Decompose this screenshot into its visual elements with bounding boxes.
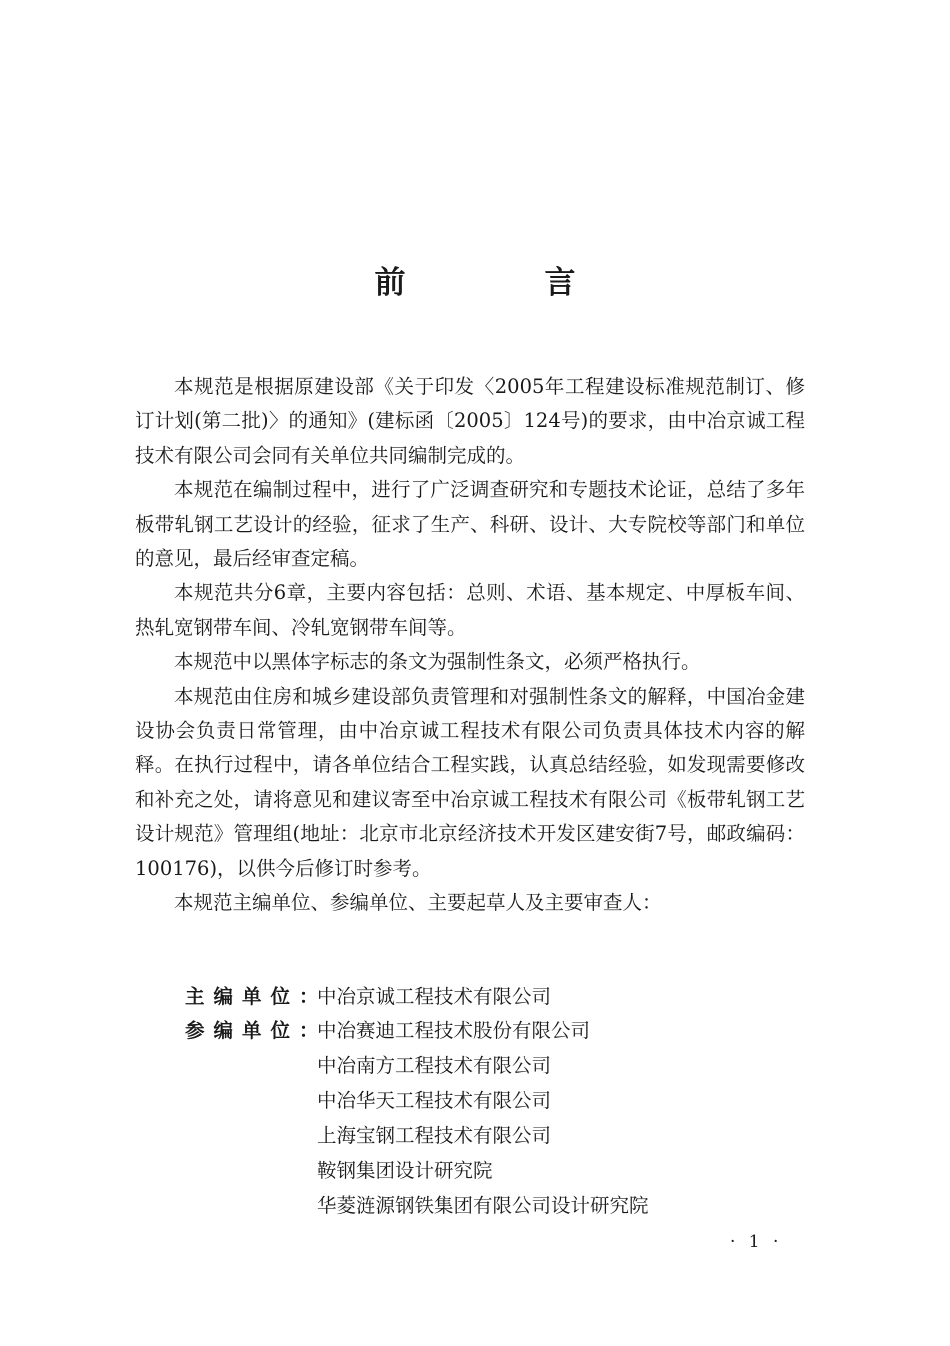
participating-unit-name: 中冶南方工程技术有限公司 [317, 1054, 552, 1077]
participating-unit-label: 参编单位： [185, 1019, 328, 1042]
paragraph-basis: 本规范是根据原建设部《关于印发〈2005年工程建设标准规范制订、修订计划(第二批)〉的通知》(建标函〔2005〕124号)的要求，由中冶京诚工程技术有限公司会同有关单位共同编制完成的。 [135, 375, 805, 467]
chief-unit-row [185, 980, 551, 1014]
participating-unit-name: 华菱涟源钢铁集团有限公司设计研究院 [317, 1194, 649, 1217]
participating-unit-name: 上海宝钢工程技术有限公司 [317, 1124, 552, 1147]
participating-unit-name: 中冶华天工程技术有限公司 [317, 1089, 552, 1112]
preface-body [135, 370, 805, 921]
paragraph-mandatory: 本规范中以黑体字标志的条文为强制性条文，必须严格执行。 [174, 650, 701, 674]
participating-unit-name: 中冶赛迪工程技术股份有限公司 [317, 1019, 591, 1042]
chief-unit-label: 主编单位： [185, 985, 328, 1008]
chief-unit-name: 中冶京诚工程技术有限公司 [317, 985, 552, 1008]
participating-unit-row [185, 1014, 590, 1048]
participating-unit-name: 鞍钢集团设计研究院 [317, 1159, 493, 1182]
page-title: 前 言 [374, 265, 630, 301]
paragraph-contents: 本规范共分6章，主要内容包括：总则、术语、基本规定、中厚板车间、热轧宽钢带车间、冷轧宽钢带车间等。 [135, 581, 805, 639]
paragraph-management: 本规范由住房和城乡建设部负责管理和对强制性条文的解释，中国冶金建设协会负责日常管理，由中冶京诚工程技术有限公司负责具体技术内容的解释。在执行过程中，请各单位结合工程实践，认真总结经验，如发现需要修改和补充之处，请将意见和建议寄至中冶京诚工程技术有限公司《板带轧钢工艺设计规范》管理组(地址：北京市北京经济技术开发区建安街7号，邮政编码：100176)，以供今后修订时参考。 [135, 684, 805, 880]
paragraph-units-intro: 本规范主编单位、参编单位、主要起草人及主要审查人： [174, 891, 662, 915]
page-number: · 1 · [730, 1232, 783, 1252]
paragraph-process: 本规范在编制过程中，进行了广泛调查研究和专题技术论证，总结了多年板带轧钢工艺设计的经验，征求了生产、科研、设计、大专院校等部门和单位的意见，最后经审查定稿。 [135, 478, 805, 571]
